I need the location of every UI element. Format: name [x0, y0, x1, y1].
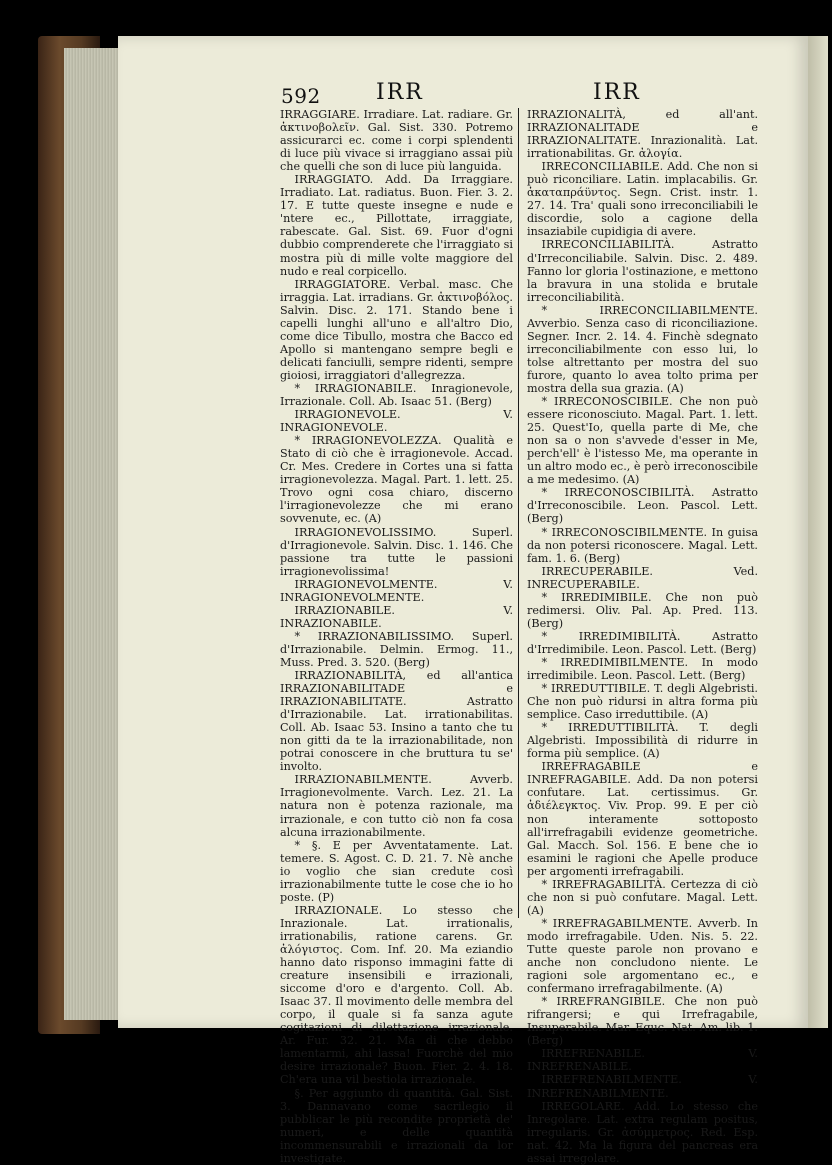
dictionary-entry: IRRAGIONEVOLMENTE. V. INRAGIONEVOLMENTE. [280, 577, 513, 604]
dictionary-entry: IRRECONCILIABILITÀ. Astratto d'Irreconciliabile. Salvin. Disc. 2. 489. Fanno lor gloria l'ostinazione, e mettono la bravura in una stolida e brutale irreconciliabilità. [527, 238, 758, 304]
dictionary-entry: IRREFRAGABILE e INREFRAGABILE. Add. Da non potersi confutare. Lat. certissimus. Gr. ἀδιέλεγκτος. Viv. Prop. 99. E per ciò non interamente sottoposto all'irrefragabili evidenze geometriche. Gal. Macch. Sol. 156. E bene che io esamini le ragioni che Apelle produce per argomenti irrefragabili. [527, 760, 758, 878]
dictionary-entry: IRRAZIONABILITÀ, ed all'antica IRRAZIONABILITADE e IRRAZIONABILITATE. Astratto d'Irrazionabile. Lat. irrationabilitas. Coll. Ab. Isaac 53. Insino a tanto che tu non gitti da te la irrazionabilitade, non potrai conoscere in che bruttura tu se' involto. [280, 669, 513, 774]
dictionary-entry: IRRAGIONEVOLISSIMO. Superl. d'Irragionevole. Salvin. Disc. 1. 146. Che passione tra tutte le passioni irragionevolissima! [280, 525, 513, 578]
dictionary-entry: IRRECUPERABILE. Ved. INRECUPERABILE. [527, 564, 758, 591]
dictionary-entry: * IRRECONOSCIBILITÀ. Astratto d'Irreconoscibile. Leon. Pascol. Lett. (Berg) [527, 486, 758, 526]
dictionary-entry: IRRAGGIARE. Irradiare. Lat. radiare. Gr. ἀκτινοβολεῖν. Gal. Sist. 330. Potremo assicurarci ec. come i corpi splendenti di luce più vivace si irraggiano assai più che quelli che son di luce più languida. [280, 108, 513, 174]
page-edges [64, 48, 124, 1020]
page-number: 592 [281, 84, 321, 108]
dictionary-entry: * IRRAGIONABILE. Inragionevole, Irrazionale. Coll. Ab. Isaac 51. (Berg) [280, 381, 513, 409]
dictionary-entry: IRRAZIONALE. Lo stesso che Inrazionale. Lat. irrationalis, irrationabilis, ratione carens. Gr. ἀλόγιστος. Com. Inf. 20. Ma eziandio hanno dato risponso immagini fatte di creature insensibili e irrazionali, siccome d'oro e d'argento. Coll. Ab. Isaac 37. Il movimento delle membra del corpo, il quale si fa sanza agute cogitazioni di dilettazione irrazionale. Ar. Fur. 32. 21. Ma di che debbo lamentarmi, ahi lassa! Fuorchè del mio desire irrazionale? Buon. Fier. 2. 4. 18. Ch'era una vil bestiola irrazionale. [280, 903, 513, 1087]
dictionary-entry: * IRREFRAGABILMENTE. Avverb. In modo irrefragabile. Uden. Nis. 5. 22. Tutte queste parole non provano e anche non concludono niente. Le ragioni sole argomentano ec., e confermano irrefragabilmente. (A) [527, 916, 758, 996]
dictionary-entry: * IRREFRAGABILITÀ. Certezza di ciò che non si può confutare. Magal. Lett. (A) [527, 877, 758, 917]
running-head-right: IRR [593, 80, 641, 105]
dictionary-entry: * IRRAZIONABILISSIMO. Superl. d'Irrazionabile. Delmin. Ermog. 11., Muss. Pred. 3. 520. (Berg) [280, 629, 513, 669]
dictionary-entry: * IRREDUTTIBILE. T. degli Algebristi. Che non può ridursi in altra forma più semplice. Caso irreduttibile. (A) [527, 682, 758, 722]
dictionary-entry: * IRREFRANGIBILE. Che non può rifrangersi; e qui Irrefragabile, Insuperabile. Mar. Equc. Nat. Am. lib. 1. (Berg) [527, 995, 758, 1048]
dictionary-entry: * IRRECONCILIABILMENTE. Avverbio. Senza caso di riconciliazione. Segner. Incr. 2. 14. 4. Finchè sdegnato irreconciliabilmente con esso lui, lo tolse altrettanto per mostra del suo furore, quanto lo avea tolto prima per mostra della sua grazia. (A) [527, 303, 758, 395]
dictionary-entry: * IRREDUTTIBILITÀ. T. degli Algebristi. Impossibilità di ridurre in forma più semplice. (A) [527, 721, 758, 761]
right-column [527, 108, 758, 1165]
dictionary-entry: IRRECONCILIABILE. Add. Che non si può riconciliare. Latin. implacabilis. Gr. ἀκαταπράϋντος. Segn. Crist. instr. 1. 27. 14. Tra' quali sono irreconciliabili le discordie, solo a cagione della insaziabile cupidigia di avere. [527, 160, 758, 239]
dictionary-entry: §. Per aggiunto di quantità. Gal. Sist. 3. Dannavano come sacrilegio il pubblicar le più recondite proprietà de' numeri, e delle quantità incommensurabili e irrazionali da lor investigate. [280, 1086, 513, 1165]
dictionary-entry: * IRREDIMIBILE. Che non può redimersi. Oliv. Pal. Ap. Pred. 113. (Berg) [527, 590, 758, 630]
running-head-left: IRR [376, 80, 424, 105]
facing-page-edge [808, 36, 828, 1028]
dictionary-entry: IRRAGGIATORE. Verbal. masc. Che irraggia. Lat. irradians. Gr. ἀκτινοβόλος. Salvin. Disc. 2. 171. Stando bene i capelli lunghi all'uno e all'altro Dio, come dice Tibullo, mostra che Bacco ed Apollo si mantengano sempre begli e delicati fanciulli, sempre ridenti, sempre gioiosi, irraggiatori d'allegrezza. [280, 277, 513, 382]
dictionary-entry: IRREFRENABILMENTE. V. INREFRENABILMENTE. [527, 1073, 758, 1100]
dictionary-entry: IRREFRENABILE. V. INREFRENABILE. [527, 1047, 758, 1074]
column-rule [518, 108, 519, 918]
dictionary-entry: IRRAZIONABILMENTE. Avverb. Irragionevolmente. Varch. Lez. 21. La natura non è potenza razionale, ma irrazionale, e con tutto ciò non fa cosa alcuna irrazionabilmente. [280, 773, 513, 839]
dictionary-entry: * IRRAGIONEVOLEZZA. Qualità e Stato di ciò che è irragionevole. Accad. Cr. Mes. Credere in Cortes una si fatta irragionevolezza. Magal. Part. 1. lett. 25. Trovo ogni cosa chiaro, discerno l'irragionevolezze che mi erano sovvenute, ec. (A) [280, 434, 513, 526]
dictionary-entry: IRREGOLARE. Add. Lo stesso che Inregolare. Lat. extra regulam positus, irregularis. Gr. ἀσύμμετρος. Red. Esp. nat. 42. Ma la figura del pancreas era assai irregolare. [527, 1099, 758, 1165]
dictionary-entry: IRRAZIONALITÀ, ed all'ant. IRRAZIONALITADE e IRRAZIONALITATE. Inrazionalità. Lat. irrationabilitas. Gr. ἀλογία. [527, 108, 758, 161]
dictionary-entry: IRRAGGIATO. Add. Da Irraggiare. Irradiato. Lat. radiatus. Buon. Fier. 3. 2. 17. E tutte queste insegne e nude e 'ntere ec., Pillottate, irraggiate, rabescate. Gal. Sist. 69. Fuor d'ogni dubbio comprenderete che l'irraggiato si mostra più di mille volte maggiore del nudo e real corpicello. [280, 173, 513, 278]
dictionary-entry: * §. E per Avventatamente. Lat. temere. S. Agost. C. D. 21. 7. Nè anche io voglio che sian credute così irrazionabilmente tutte le cose che io ho poste. (P) [280, 838, 513, 904]
dictionary-entry: * IRRECONOSCIBILE. Che non può essere riconosciuto. Magal. Part. 1. lett. 25. Quest'Io, quella parte di Me, che non sa o non s'avvede d'esser in Me, perch'ell' è l'istesso Me, ma operante in un altro modo ec., è però irreconoscibile a me medesimo. (A) [527, 395, 758, 487]
dictionary-entry: * IRREDIMIBILITÀ. Astratto d'Irredimibile. Leon. Pascol. Lett. (Berg) [527, 629, 758, 656]
left-column [280, 108, 513, 1165]
dictionary-entry: * IRRECONOSCIBILMENTE. In guisa da non potersi riconoscere. Magal. Lett. fam. 1. 6. (Berg) [527, 525, 758, 565]
dictionary-entry: * IRREDIMIBILMENTE. In modo irredimibile. Leon. Pascol. Lett. (Berg) [527, 655, 758, 683]
dictionary-entry: IRRAZIONABILE. V. INRAZIONABILE. [280, 603, 513, 630]
dictionary-entry: IRRAGIONEVOLE. V. INRAGIONEVOLE. [280, 408, 513, 435]
